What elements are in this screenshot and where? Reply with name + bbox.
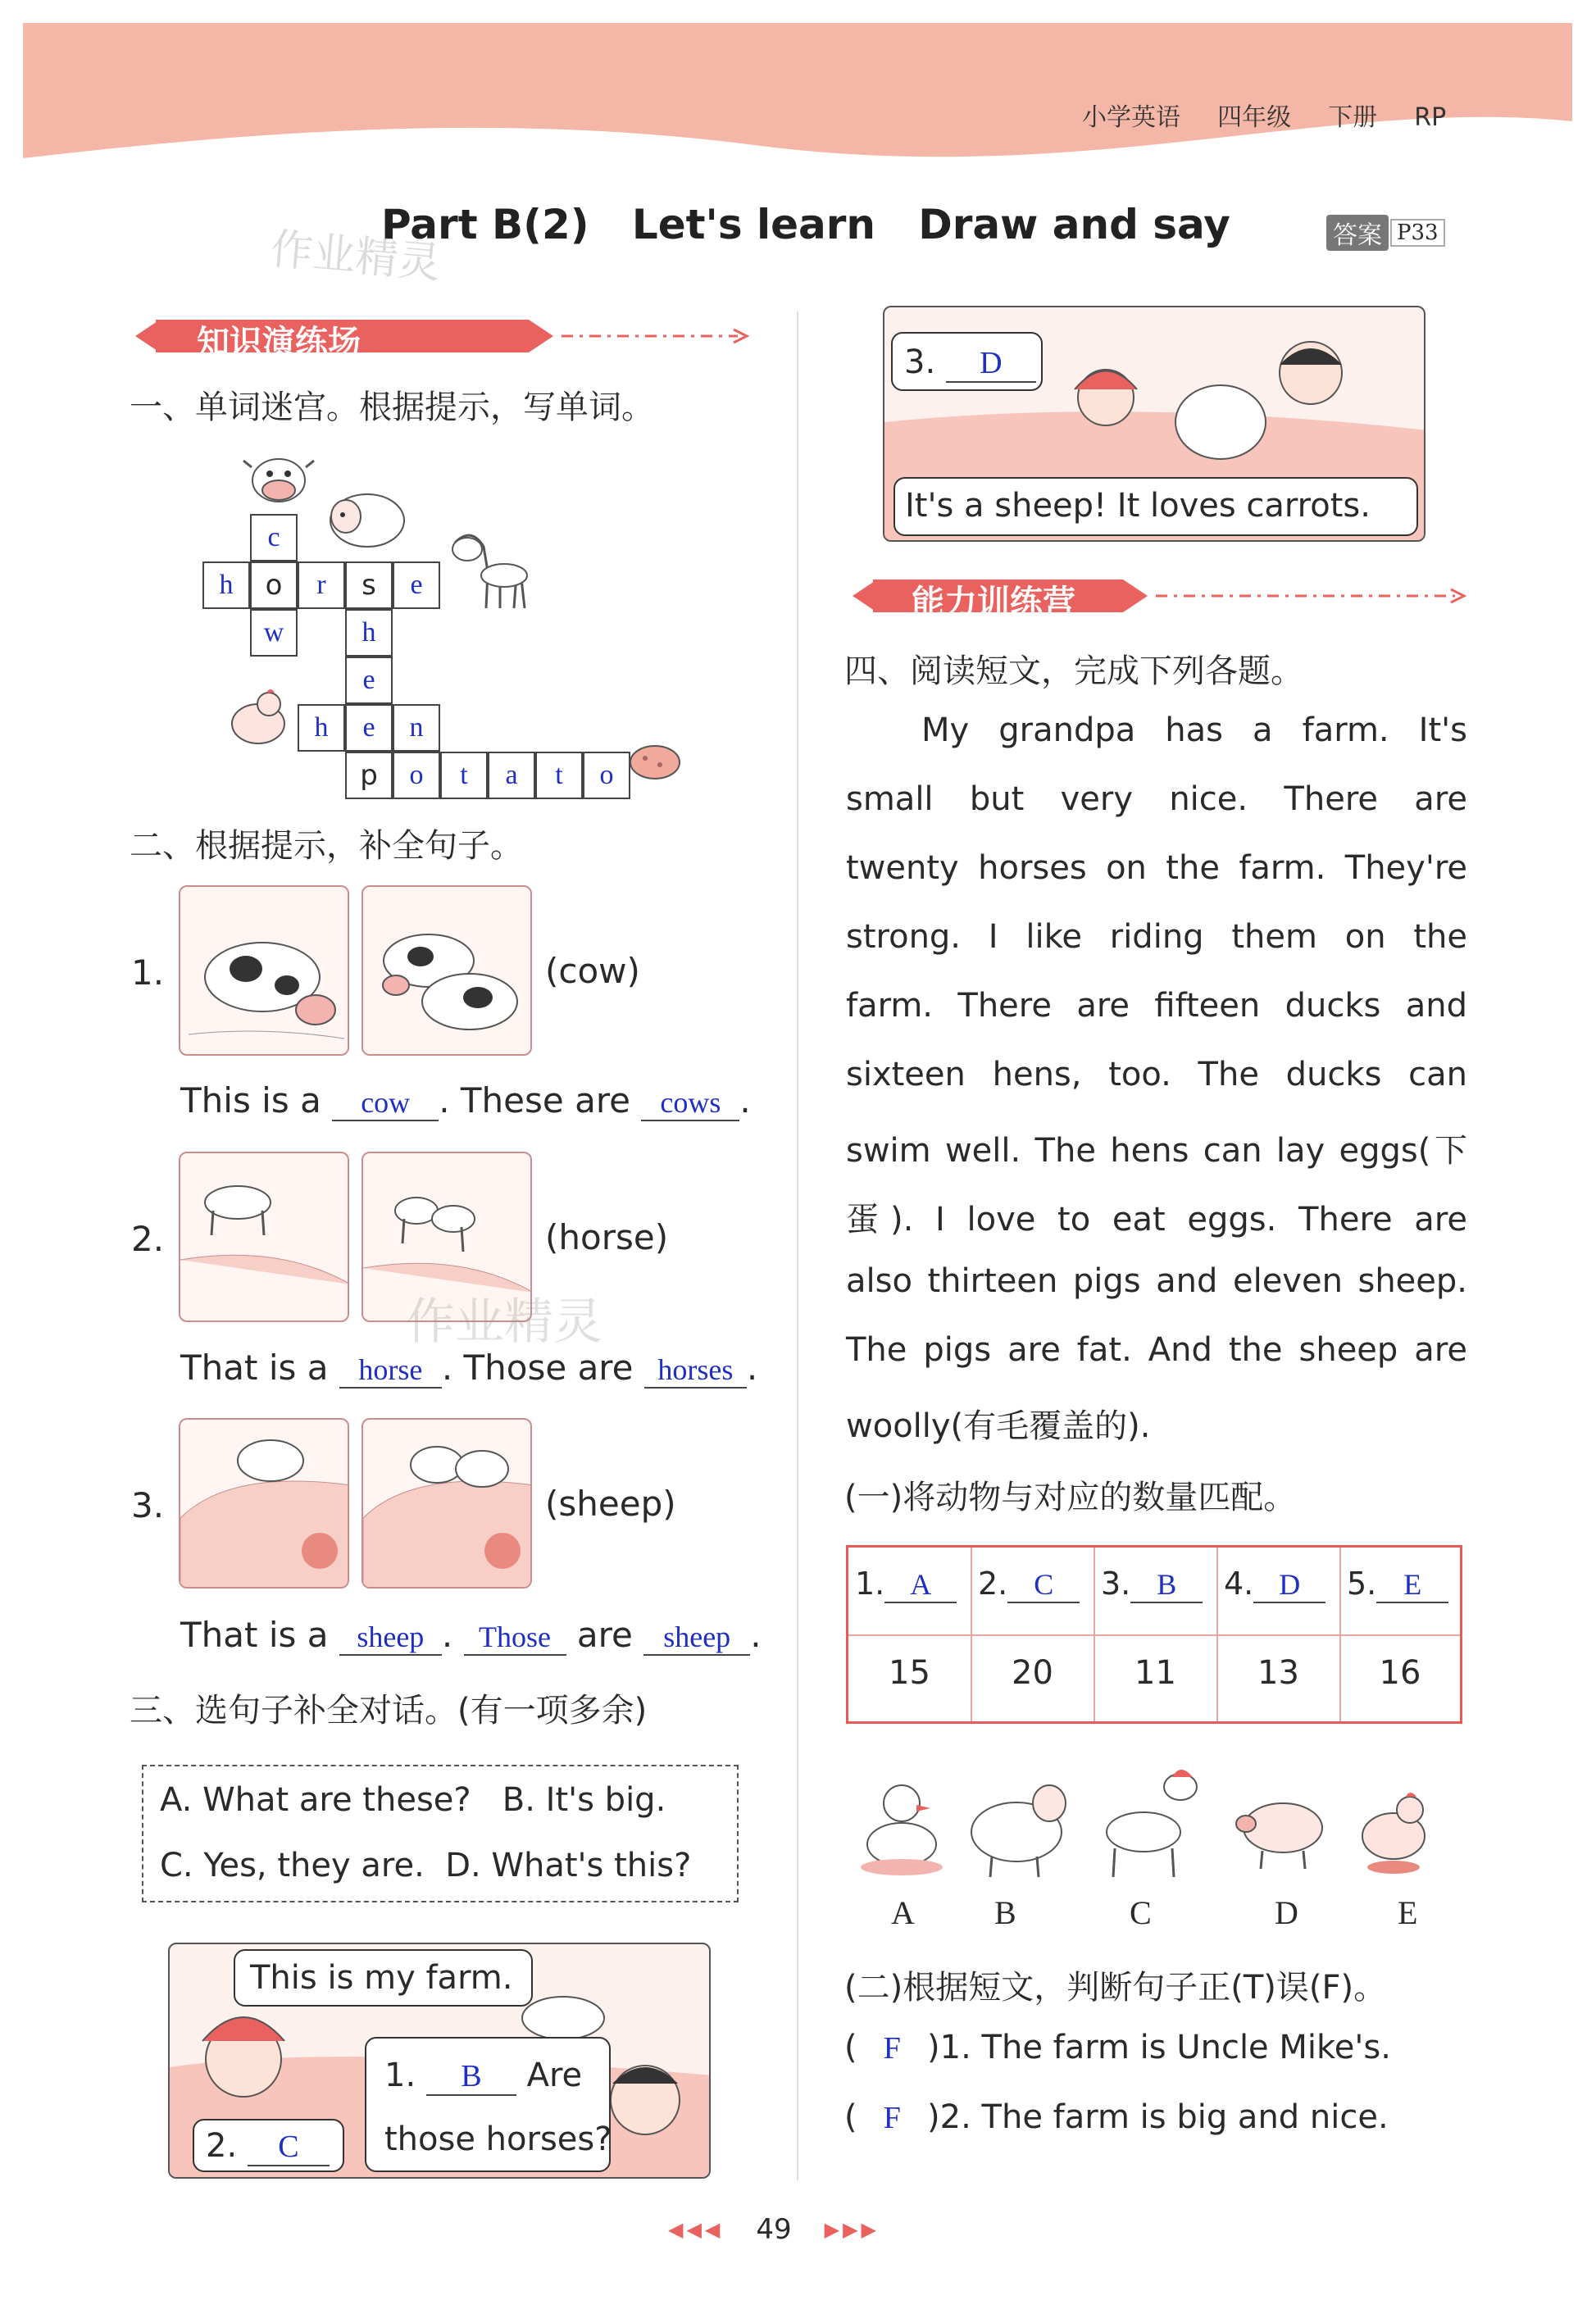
animals-row [853,1754,1459,1885]
item3-number: 3. [131,1485,165,1525]
q1-title: 一、单词迷宫。根据提示，写单词。 [130,389,654,426]
match-value: 15 [889,1654,930,1692]
passage-line: The pigs are fat. And the sheep are [846,1331,1467,1369]
item1-end: . [739,1080,751,1120]
dialog-bubble-text: This is my farm. [250,1959,513,1997]
match-value: 20 [1012,1654,1053,1692]
item1-hint: (cow) [545,951,640,991]
cell-h[interactable]: h [202,561,250,609]
item3-text2: . [441,1615,453,1655]
tf-item-2: ( F )2. The farm is big and nice. [844,2098,1389,2136]
match-value: 11 [1134,1654,1176,1692]
dialog-bubble-farm [234,1949,533,2007]
answer-ref [1326,215,1445,251]
item3-answer1[interactable]: sheep [339,1620,442,1656]
dialog-q2-num: 2. [206,2127,238,2165]
page-number: 49 [756,2213,792,2246]
cell-sheep-e1[interactable]: e [345,657,393,704]
passage-line: sixteen hens, too. The ducks can [846,1056,1467,1093]
item3-hint: (sheep) [545,1484,676,1524]
cell-sheep-h[interactable]: h [345,609,393,657]
match-num: 3. [1101,1566,1131,1602]
match-answer[interactable]: A [884,1567,957,1603]
options-line1: A. What are these? B. It's big. [160,1781,666,1819]
q2-title: 二、根据提示，补全句子。 [130,827,523,865]
header-band [23,23,1572,162]
item1-sentence [180,1080,751,1121]
cow-head-illustration [242,449,316,507]
item1-picture-plural [361,885,532,1056]
dialog-q1-text1: Are [526,2057,583,2094]
cell-w[interactable]: w [250,609,298,657]
subject-label: 小学英语 [1082,103,1180,132]
sub2-title: (二)根据短文，判断句子正(T)误(F)。 [844,1969,1387,2007]
tf-text-1: )1. The farm is Uncle Mike's. [927,2029,1391,2066]
dialog-q2-answer[interactable]: C [248,2129,330,2166]
match-table [846,1545,1462,1724]
animal-label-c: C [1130,1894,1152,1931]
match-value: 16 [1379,1654,1421,1692]
potato-illustration [627,742,683,783]
q4-title: 四、阅读短文，完成下列各题。 [844,652,1303,690]
cell-hen-h[interactable]: h [298,704,345,752]
prev-arrows-icon[interactable]: ◀◀◀ [668,2218,724,2241]
answer-page: P33 [1390,219,1445,247]
section-banner-knowledge [127,311,750,361]
passage-line: swim well. The hens can lay eggs(下 [846,1132,1467,1170]
dialog-bubble-q2 [193,2119,344,2172]
header-wave [23,23,1572,162]
match-cell-4 [1224,1566,1325,1603]
watermark-mid: 作业精灵 [406,1293,602,1351]
match-answer[interactable]: D [1253,1567,1325,1603]
tf-text-2: )2. The farm is big and nice. [927,2098,1389,2136]
item2-hint: (horse) [545,1217,669,1257]
comic-3-num: 3. [904,343,936,381]
passage-line: strong. I like riding them on the [846,918,1467,956]
animal-label-d: D [1275,1894,1298,1931]
comic-3-answer[interactable]: D [946,345,1036,383]
dialog-bubble-q1 [365,2037,611,2172]
animal-label-a: A [891,1894,915,1931]
page-title: Part B(2) Let's learn Draw and say [381,201,1230,248]
match-num: 2. [978,1566,1008,1602]
passage-line: farm. There are fifteen ducks and [846,987,1467,1025]
match-cell-1 [855,1566,957,1603]
cell-hen-n[interactable]: n [393,704,440,752]
cell-e[interactable]: e [393,561,440,609]
item3-text3: are [576,1615,633,1655]
cell-s: s [345,561,393,609]
animal-label-e: E [1398,1894,1418,1931]
cell-potato-t1[interactable]: t [440,752,488,799]
passage-line: 蛋). I love to eat eggs. There are [846,1201,1467,1239]
q3-title: 三、选句子补全对话。(有一项多余) [130,1692,648,1730]
cell-r[interactable]: r [298,561,345,609]
item2-picture-single [179,1152,349,1322]
cell-potato-o2[interactable]: o [583,752,630,799]
dialog-q1-text2: those horses? [384,2120,612,2158]
item2-end: . [746,1348,758,1388]
next-arrows-icon[interactable]: ▶▶▶ [824,2218,880,2241]
passage-line: also thirteen pigs and eleven sheep. [846,1262,1467,1300]
grade-label: 四年级 [1217,103,1292,132]
cell-potato-o1[interactable]: o [393,752,440,799]
item1-text1: This is a [180,1080,321,1120]
match-num: 4. [1224,1566,1254,1602]
tf-answer-2[interactable]: F [883,2101,901,2135]
dialog-q1-num: 1. [384,2057,416,2094]
volume-label: 下册 [1328,103,1378,132]
tf-item-1: ( F )1. The farm is Uncle Mike's. [844,2029,1391,2066]
item3-picture-single [179,1418,349,1589]
cell-c[interactable]: c [250,514,298,561]
item2-text2: . Those are [441,1348,634,1388]
header-meta [1082,97,1446,133]
comic-3-caption-box [893,477,1418,536]
footer [668,2213,880,2246]
passage-line: My grandpa has a farm. It's [921,711,1467,749]
item3-answer2[interactable]: sheep [643,1620,750,1656]
horse-illustration [439,526,537,616]
item2-sentence [180,1348,757,1389]
sheep-illustration [320,484,410,557]
tf-answer-1[interactable]: F [883,2031,901,2066]
passage-line: small but very nice. There are [846,780,1467,818]
match-answer[interactable]: B [1130,1567,1203,1603]
sheep-icon [971,1785,1066,1877]
item2-text1: That is a [180,1348,329,1388]
column-divider [797,311,798,2180]
horse-icon [1107,1770,1197,1877]
dialog-q1-answer[interactable]: B [426,2058,516,2096]
options-line2: C. Yes, they are. D. What's this? [160,1847,692,1884]
animal-label-b: B [994,1894,1016,1931]
item1-text2: . These are [439,1080,630,1120]
cell-potato-a[interactable]: a [488,752,535,799]
item3-end: . [750,1615,762,1655]
item3-sentence [180,1615,762,1656]
item2-number: 2. [131,1219,165,1259]
item3-text1: That is a [180,1615,329,1655]
comic-3-bubble [891,332,1043,391]
match-cell-3 [1101,1566,1203,1603]
comic-3-caption: It's a sheep! It loves carrots. [905,487,1371,525]
cell-o: o [250,561,298,609]
banner-text: 知识演练场 [197,324,361,361]
options-box [142,1765,739,1902]
answer-label: 答案 [1326,215,1389,251]
item1-number: 1. [131,952,165,993]
item2-answer1[interactable]: horse [339,1352,442,1389]
item2-answer2[interactable]: horses [644,1352,747,1389]
hen-illustration [221,684,295,750]
match-value: 13 [1257,1654,1299,1692]
edition-label: RP [1414,103,1447,132]
pig-icon [1236,1803,1322,1869]
item3-picture-plural [361,1418,532,1589]
duck-icon [861,1785,943,1875]
hen-icon [1362,1793,1425,1874]
item1-answer2[interactable]: cows [641,1085,739,1121]
cell-p: p [345,752,393,799]
cell-hen-e[interactable]: e [345,704,393,752]
item1-answer1[interactable]: cow [332,1085,439,1121]
sub1-title: (一)将动物与对应的数量匹配。 [844,1479,1297,1516]
passage-line: woolly(有毛覆盖的). [846,1407,1151,1445]
match-answer[interactable]: C [1007,1567,1080,1603]
cell-potato-t2[interactable]: t [535,752,583,799]
banner2-text: 能力训练营 [912,584,1075,621]
item1-picture-single [179,885,349,1056]
section-banner-ability [844,571,1467,620]
match-answer[interactable]: E [1376,1567,1448,1603]
watermark: 作业精灵 [268,225,443,289]
match-cell-2 [978,1566,1080,1603]
item3-answer-mid[interactable]: Those [464,1620,566,1656]
match-num: 5. [1347,1566,1377,1602]
match-num: 1. [855,1566,885,1602]
match-cell-5 [1347,1566,1448,1603]
passage-line: twenty horses on the farm. They're [846,849,1467,887]
